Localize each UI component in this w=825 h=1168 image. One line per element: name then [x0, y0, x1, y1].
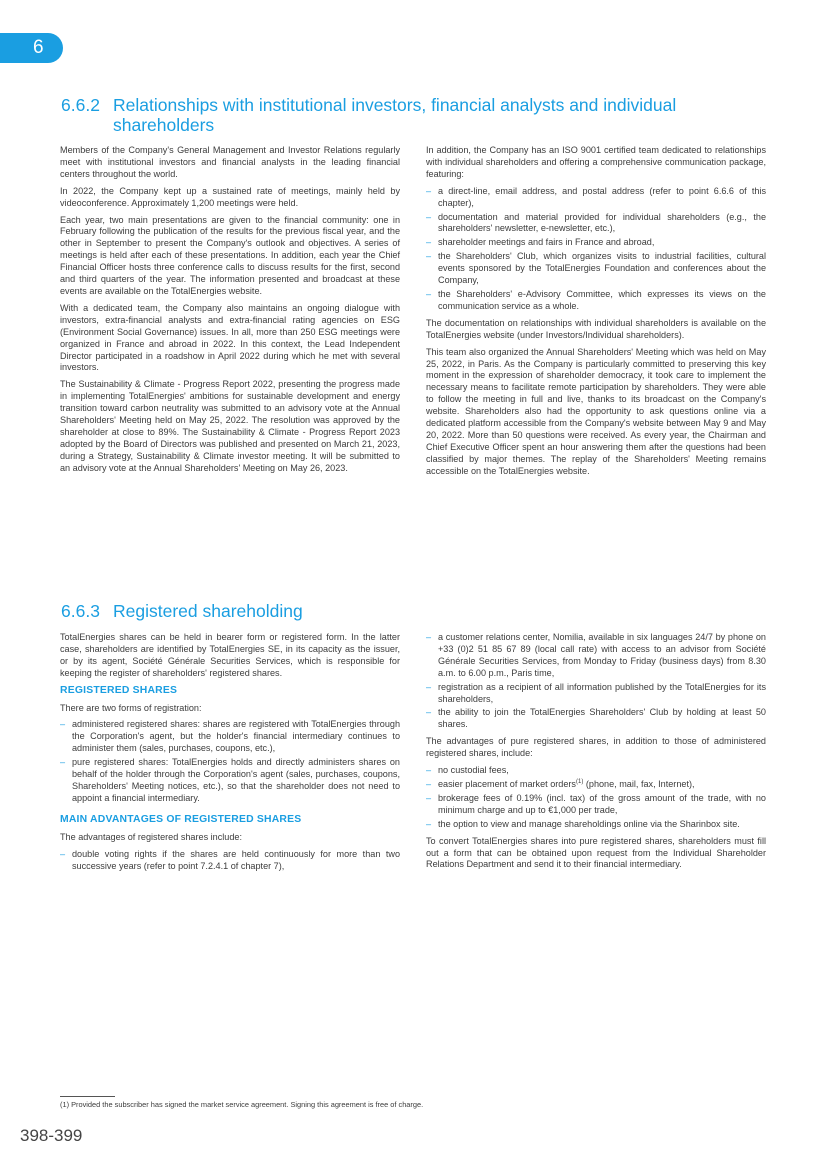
list-item: – registration as a recipient of all information published by the TotalEnergies for its shareholders,: [426, 682, 766, 706]
section-662-number: 6.6.2: [61, 95, 100, 115]
section-663-title: Registered shareholding: [113, 601, 303, 621]
footnote-divider: [60, 1096, 115, 1097]
paragraph: To convert TotalEnergies shares into pure registered shares, shareholders must fill out a form that can be obtained upon request from the Individual Shareholder Relations Department and send it to their financial intermediary.: [426, 835, 766, 870]
paragraph: The Sustainability & Climate - Progress Report 2022, presenting the progress made in implementing TotalEnergies' ambitions for sustainable development and energy transition toward carbon neutrality was submitted to an advisory vote at the Annual Shareholders' Meeting held on May 25, 2022. The resolution was approved by the shareholder at close to 89%. The Sustainability & Climate - Progress Report 2023 adopted by the Board of Directors was published and presented on March 21, 2023, during a Strategy, Sustainability & Climate investor meeting. It will be submitted to an advisory vote at the Annual Shareholders' Meeting on May 26, 2023.: [60, 379, 400, 473]
section-662-title-line2: shareholders: [113, 115, 215, 135]
paragraph: The documentation on relationships with individual shareholders is available on the TotalEnergies website (under Investors/Individual shareholders).: [426, 317, 766, 340]
bullet-list: [60, 719, 400, 804]
section-662-heading: [61, 95, 676, 135]
list-item: – the ability to join the TotalEnergies Shareholders' Club by holding at least 50 shares.: [426, 707, 766, 731]
paragraph: In addition, the Company has an ISO 9001 certified team dedicated to relationships with individual shareholders and offering a comprehensive communication package, featuring:: [426, 145, 766, 179]
list-item: – the option to view and manage shareholdings online via the Sharinbox site.: [426, 819, 766, 831]
section-662-title-line1: Relationships with institutional investors, financial analysts and individual: [113, 95, 677, 115]
list-item: – no custodial fees,: [426, 765, 766, 777]
chapter-number: 6: [33, 37, 44, 58]
list-item-text: easier placement of market orders: [438, 778, 576, 789]
paragraph: This team also organized the Annual Shareholders' Meeting which was held on May 25, 2022, in Paris. As the Company is particularly committed to preserving this key moment in the expression of shareholder democracy, it took care to implement the necessary means to facilitate remote participation by shareholders. They were able to follow the meeting in full and live, thanks to its broadcast on the Company's website. Shareholders also had the opportunity to ask questions online via a dedicated platform accessible from the Company's website between May 9 and May 20, 2022. More than 50 questions were received. As every year, the Chairman and Chief Executive Officer spent an hour answering them after the questions had been classified by major themes. The replay of the Shareholders' Meeting remains accessible on the TotalEnergies website.: [426, 346, 766, 476]
list-item: [426, 779, 766, 791]
paragraph: TotalEnergies shares can be held in bearer form or registered form. In the latter case, shareholders are identified by TotalEnergies SE, in its capacity as the issuer, or by its agent, Société Générale Securities Services, which is responsible for keeping the register of shareholders' registered shares.: [60, 632, 400, 678]
list-item: – a customer relations center, Nomilia, available in six languages 24/7 by phone on +33 (0)2 51 85 67 89 (local call rate) with access to an advisor from Société Générale Securities Services, from Monday to Friday (business days) from 8.30 a.m. to 6.00 p.m., Paris time,: [426, 632, 766, 680]
subheading-main-advantages: MAIN ADVANTAGES OF REGISTERED SHARES: [60, 813, 302, 825]
bullet-list: [426, 186, 766, 313]
list-item: – double voting rights if the shares are held continuously for more than two successive years (refer to point 7.2.4.1 of chapter 7),: [60, 849, 400, 873]
list-item: – the Shareholders' Club, which organizes visits to industrial facilities, cultural events sponsored by the TotalEnergies Foundation and conferences about the Company,: [426, 251, 766, 287]
section-663-left-column: [60, 632, 400, 877]
subheading-registered-shares: REGISTERED SHARES: [60, 684, 178, 696]
list-item: – administered registered shares: shares are registered with TotalEnergies through the Corporation's agent, but the holder's financial intermediary continues to administer them (sales, purchases, coupons, etc.),: [60, 719, 400, 755]
footnote-marker: (1): [575, 778, 584, 785]
list-item-text: (phone, mail, fax, Internet),: [583, 778, 695, 789]
bullet-list: [426, 632, 766, 731]
bullet-list: [60, 849, 400, 873]
paragraph: Each year, two main presentations are given to the financial community: one in February following the publication of the results for the previous fiscal year, and the other in September to present the Company's outlook and objectives. A series of meetings is held after each of these presentations. In addition, each year the Chief Financial Officer hosts three conference calls to discuss results for the first, second and third quarters of the year. The information presented and broadcast at these events are available on the TotalEnergies website.: [60, 214, 400, 296]
list-item: – documentation and material provided for individual shareholders (e.g., the shareholders' newsletter, e-newsletter, etc.),: [426, 212, 766, 236]
list-item: – shareholder meetings and fairs in France and abroad,: [426, 237, 766, 249]
paragraph: The advantages of pure registered shares, in addition to those of administered registered shares, include:: [426, 736, 766, 759]
footnote: (1) Provided the subscriber has signed the market service agreement. Signing this agreement is free of charge.: [60, 1100, 424, 1109]
list-item: – brokerage fees of 0.19% (incl. tax) of the gross amount of the trade, with no minimum charge and up to €1,000 per trade,: [426, 793, 766, 817]
paragraph: The advantages of registered shares include:: [60, 831, 242, 842]
chapter-tab: [0, 33, 63, 63]
paragraph: In 2022, the Company kept up a sustained rate of meetings, mainly held by videoconference. Approximately 1,200 meetings were held.: [60, 185, 400, 208]
bullet-list: [426, 765, 766, 831]
list-item: – pure registered shares: TotalEnergies holds and directly administers shares on behalf of the holder through the Corporation's agent (sales, purchases, coupons, Shareholders' Meeting notices, etc.), so that the shareholder does not need to appoint a financial intermediary.: [60, 757, 400, 805]
paragraph: Members of the Company's General Management and Investor Relations regularly meet with institutional investors and financial analysts in the leading financial centers throughout the world.: [60, 145, 400, 179]
section-663-heading: [61, 601, 303, 621]
paragraph: There are two forms of registration:: [60, 702, 202, 713]
list-item: – the Shareholders' e-Advisory Committee, which expresses its views on the communication service as a whole.: [426, 289, 766, 313]
paragraph: With a dedicated team, the Company also maintains an ongoing dialogue with investors, extra-financial analysts and extra-financial rating agencies on ESG (Environment Social Governance) issues. In all, more than 250 ESG meetings were organized in France and abroad in 2022. In this context, the Lead Independent Director participated in a roadshow in April 2022 during which he met with several investors.: [60, 302, 400, 373]
section-662-left-column: [60, 145, 400, 480]
list-item: – a direct-line, email address, and postal address (refer to point 6.6.6 of this chapter),: [426, 186, 766, 210]
section-663-number: 6.6.3: [61, 601, 100, 621]
section-662-right-column: [426, 145, 766, 483]
page-numbers: 398-399: [20, 1126, 83, 1145]
section-663-right-column: [426, 632, 766, 876]
